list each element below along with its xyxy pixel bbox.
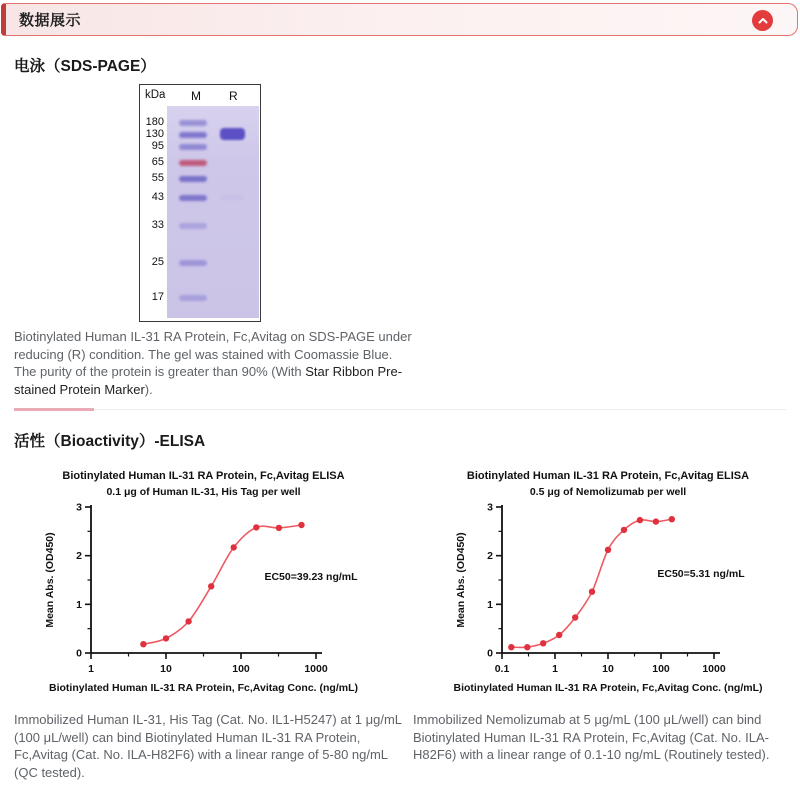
gel-marker-label-65: 65 bbox=[151, 156, 164, 168]
bioactivity-heading: 活性（Bioactivity）-ELISA bbox=[14, 433, 206, 450]
section-title: 数据展示 bbox=[19, 12, 82, 29]
gel-markers-layer bbox=[140, 85, 260, 321]
chart-title: Biotinylated Human IL-31 RA Protein, Fc,Avitag ELISA bbox=[62, 470, 345, 482]
svg-text:1000: 1000 bbox=[304, 663, 328, 675]
elisa-chart-il31-his bbox=[30, 465, 390, 710]
chart-title: Biotinylated Human IL-31 RA Protein, Fc,Avitag ELISA bbox=[466, 470, 750, 482]
gel-marker-label-43: 43 bbox=[151, 191, 164, 203]
svg-text:3: 3 bbox=[76, 501, 82, 514]
svg-text:0: 0 bbox=[487, 647, 493, 660]
caption-text-end: ). bbox=[144, 381, 153, 397]
gel-marker-label-55: 55 bbox=[151, 172, 164, 184]
svg-text:1000: 1000 bbox=[702, 663, 726, 675]
svg-text:100: 100 bbox=[652, 663, 670, 675]
gel-marker-label-17: 17 bbox=[151, 291, 164, 303]
gel-band-m-130 bbox=[179, 132, 207, 138]
gel-band-m-180 bbox=[179, 120, 207, 126]
ec50-annotation: EC50=39.23 ng/mL bbox=[264, 571, 358, 583]
gel-band-m-43 bbox=[179, 195, 207, 201]
elisa-caption-left: Immobilized Human IL-31, His Tag (Cat. No. IL1-H5247) at 1 μg/mL (100 μL/well) can bind Biotinylated Human IL-31 RA Protein, Fc,Avitag (Cat. No. ILA-H82F6) with a linear range of 5-80 ng/mL (QC tested). bbox=[14, 712, 402, 780]
collapse-button[interactable] bbox=[752, 10, 773, 31]
svg-text:10: 10 bbox=[160, 663, 172, 675]
svg-text:100: 100 bbox=[232, 663, 250, 675]
gel-band-m-95 bbox=[179, 144, 207, 150]
chart-subtitle: 0.1 μg of Human IL-31, His Tag per well bbox=[106, 486, 301, 498]
gel-faint-smudge bbox=[220, 195, 244, 200]
svg-text:1: 1 bbox=[88, 663, 94, 675]
elisa-chart-nemolizumab bbox=[420, 465, 780, 710]
gel-marker-label-25: 25 bbox=[151, 256, 164, 268]
gel-band-m-33 bbox=[179, 223, 207, 229]
chart-ylabel: Mean Abs. (OD450) bbox=[44, 532, 56, 628]
section-header-bar[interactable] bbox=[1, 3, 798, 36]
elisa-chart-svg bbox=[30, 465, 390, 710]
chart-xlabel: Biotinylated Human IL-31 RA Protein, Fc,Avitag Conc. (ng/mL) bbox=[453, 682, 763, 694]
chart-subtitle: 0.5 μg of Nemolizumab per well bbox=[529, 486, 687, 498]
svg-text:10: 10 bbox=[602, 663, 614, 675]
gel-marker-label-130: 130 bbox=[145, 128, 164, 140]
svg-text:1: 1 bbox=[76, 598, 82, 611]
svg-text:3: 3 bbox=[487, 501, 493, 514]
gel-marker-label-33: 33 bbox=[151, 219, 164, 231]
gel-band-m-17 bbox=[179, 295, 207, 301]
chart-ylabel: Mean Abs. (OD450) bbox=[455, 532, 467, 628]
gel-lane-r-label: R bbox=[229, 89, 238, 103]
svg-text:2: 2 bbox=[487, 550, 493, 563]
svg-text:0: 0 bbox=[76, 647, 82, 660]
gel-marker-label-95: 95 bbox=[151, 140, 164, 152]
chart-xlabel: Biotinylated Human IL-31 RA Protein, Fc,Avitag Conc. (ng/mL) bbox=[49, 682, 358, 694]
gel-kda-label: kDa bbox=[145, 89, 166, 101]
svg-text:1: 1 bbox=[487, 598, 493, 611]
sds-page-heading: 电泳（SDS-PAGE） bbox=[14, 58, 156, 75]
gel-band-m-25 bbox=[179, 260, 207, 266]
elisa-caption-right: Immobilized Nemolizumab at 5 μg/mL (100 μL/well) can bind Biotinylated Human IL-31 RA Protein, Fc,Avitag (Cat. No. ILA-H82F6) with a linear range of 0.1-10 ng/mL (Routinely tested). bbox=[413, 712, 770, 762]
gel-lane-m-label: M bbox=[191, 89, 201, 103]
svg-text:0.1: 0.1 bbox=[494, 663, 510, 675]
elisa-chart-svg bbox=[420, 465, 780, 710]
svg-text:1: 1 bbox=[552, 663, 558, 675]
gel-marker-label-180: 180 bbox=[145, 116, 164, 128]
caption-text-start: Biotinylated Human IL-31 RA Protein, Fc,Avitag on SDS-PAGE under reducing (R) condition. The gel was stained with Coomassie Blue. The purity of the protein is greater than 90% (With bbox=[14, 329, 412, 379]
gel-band-m-55 bbox=[179, 176, 207, 182]
gel-band-r-130 bbox=[220, 128, 245, 140]
section-divider bbox=[14, 409, 786, 410]
caption-marker-name: Star Ribbon Pre-stained Protein Marker bbox=[14, 364, 403, 397]
sds-page-caption bbox=[14, 328, 418, 398]
divider-accent bbox=[14, 408, 94, 411]
gel-band-m-65 bbox=[179, 160, 207, 166]
sds-page-gel-figure bbox=[139, 84, 261, 322]
svg-text:2: 2 bbox=[76, 550, 82, 563]
ec50-annotation: EC50=5.31 ng/mL bbox=[657, 568, 745, 580]
chevron-up-icon bbox=[757, 15, 769, 27]
